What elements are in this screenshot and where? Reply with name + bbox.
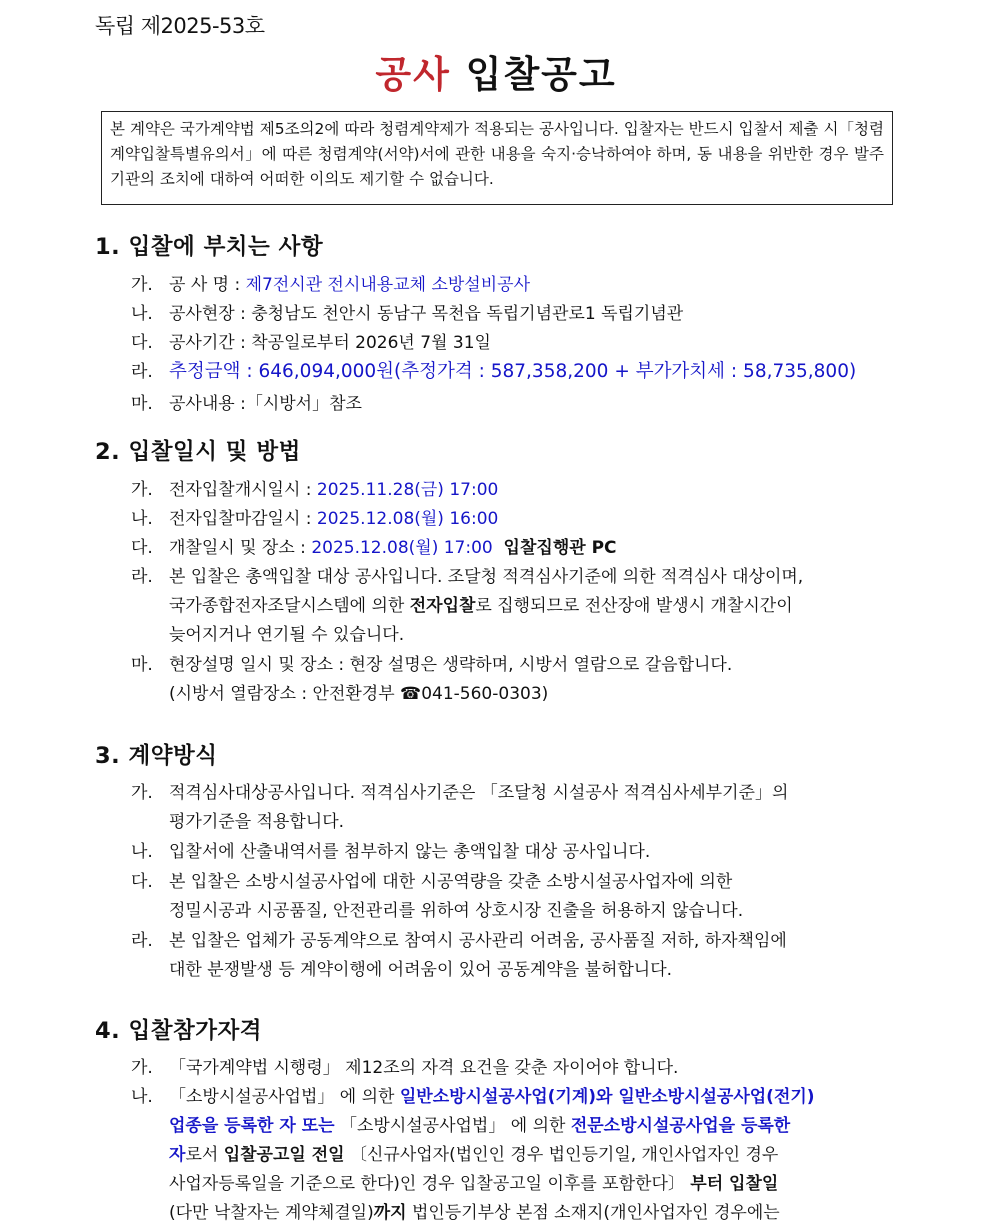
s4-na-line3	[169, 1140, 778, 1165]
s4-na-line2	[169, 1111, 790, 1136]
s3-da-line1: 본 입찰은 소방시설공사업에 대한 시공역량을 갖춘 소방시설공사업자에 의한	[169, 872, 733, 892]
document-number: 독립 제2025-53호	[95, 14, 265, 38]
text-span: 〔신규사업자(법인인 경우 법인등기일, 개인사업자인 경우	[349, 1145, 779, 1165]
general-fire-license-emphasis: 일반소방시설공사업(기계)와 일반소방시설공사업(전기)	[399, 1087, 815, 1107]
s4-item-na	[131, 1082, 815, 1107]
opening-label: 개찰일시 및 장소 :	[169, 538, 306, 558]
s3-item-na	[131, 837, 650, 862]
bid-start-label: 전자입찰개시일시 :	[169, 480, 312, 500]
title-part-bid-notice: 입찰공고	[465, 53, 617, 96]
item-marker: 나.	[131, 304, 153, 324]
s4-ga-line1: 「국가계약법 시행령」 제12조의 자격 요건을 갖춘 자이어야 합니다.	[169, 1058, 679, 1078]
s3-ra-line2: 대한 분쟁발생 등 계약이행에 어려움이 있어 공동계약을 불허합니다.	[169, 960, 673, 980]
text-span: 「소방시설공사업법」 에 의한	[339, 1116, 566, 1136]
s1-item-ra	[131, 357, 856, 383]
s3-item-da	[131, 867, 732, 892]
registered-emphasis: 업종을 등록한 자 또는	[169, 1116, 335, 1136]
project-name-value: 제7전시관 전시내용교체 소방설비공사	[245, 275, 530, 295]
page-title	[0, 44, 992, 98]
text-span: 로 집행되므로 전산장애 발생시 개찰시간이	[475, 596, 793, 616]
text-span: 법인등기부상 본점 소재지(개인사업자인 경우에는	[411, 1203, 780, 1223]
bid-start-value: 2025.11.28(금) 17:00	[316, 480, 499, 500]
section-4-heading: 4. 입찰참가자격	[95, 1018, 262, 1044]
item-marker: 라.	[131, 362, 153, 382]
s3-da-line2: 정밀시공과 시공품질, 안전관리를 위하여 상호시장 진출을 허용하지 않습니다.	[169, 901, 744, 921]
s2-item-ra	[131, 562, 803, 587]
item-marker: 라.	[131, 931, 153, 951]
specialized-fire-license-emphasis: 전문소방시설공사업을 등록한	[570, 1116, 791, 1136]
text-span: 자	[169, 1145, 186, 1165]
section-3-heading: 3. 계약방식	[95, 743, 218, 769]
s2-ra-line1: 본 입찰은 총액입찰 대상 공사입니다. 조달청 적격심사기준에 의한 적격심사 대상이며,	[169, 567, 804, 587]
text-span: 사업자등록일을 기준으로 한다)인 경우 입찰공고일 이후를 포함한다〕	[169, 1174, 685, 1194]
item-marker: 다.	[131, 333, 153, 353]
opening-place: 입찰집행관 PC	[503, 538, 617, 558]
s3-ra-line1: 본 입찰은 업체가 공동계약으로 참여시 공사관리 어려움, 공사품질 저하, 하자책임에	[169, 931, 787, 951]
s3-ga-line2: 평가기준을 적용합니다.	[169, 812, 345, 832]
section-1-heading: 1. 입찰에 부치는 사항	[95, 234, 324, 260]
s2-item-da	[131, 533, 617, 558]
text-span: 「소방시설공사업법」 에 의한	[169, 1087, 395, 1107]
item-marker: 나.	[131, 1087, 153, 1107]
item-marker: 나.	[131, 842, 153, 862]
item-marker: 마.	[131, 655, 153, 675]
opening-value: 2025.12.08(월) 17:00	[311, 538, 493, 558]
s3-ga-line1: 적격심사대상공사입니다. 적격심사기준은 「조달청 시설공사 적격심사세부기준」의	[169, 783, 789, 803]
item-marker: 마.	[131, 394, 153, 414]
integrity-contract-notice-box: 본 계약은 국가계약법 제5조의2에 따라 청렴계약제가 적용되는 공사입니다. 입찰자는 반드시 입찰서 제출 시「청렴계약입찰특별유의서」에 따른 청렴계약(서약)서에 관한 내용을 숙지·승낙하여야 하며, 동 내용을 위반한 경우 발주기관의 조치에 대하여 어떠한 이의도 제기할 수 없습니다.	[101, 111, 893, 205]
item-marker: 다.	[131, 538, 153, 558]
s1-item-na	[131, 299, 683, 324]
text-span: 국가종합전자조달시스템에 의한	[169, 596, 405, 616]
s4-na-line4	[169, 1169, 778, 1194]
scope-text: 공사내용 :「시방서」참조	[169, 394, 362, 414]
title-part-construction: 공사	[375, 53, 451, 96]
s2-ra-line3: 늦어지거나 연기될 수 있습니다.	[169, 625, 405, 645]
item-marker: 가.	[131, 1058, 153, 1078]
bid-close-value: 2025.12.08(월) 16:00	[316, 509, 499, 529]
item-marker: 다.	[131, 872, 153, 892]
section-2-heading: 2. 입찰일시 및 방법	[95, 439, 301, 465]
s4-na-line5	[169, 1198, 780, 1223]
project-name-label: 공 사 명 :	[169, 275, 241, 295]
s2-item-ga	[131, 475, 498, 500]
until-bid-day-emphasis: 부터 입찰일	[690, 1174, 779, 1194]
s2-ma-line2: (시방서 열람장소 : 안전환경부 ☎041-560-0303)	[169, 684, 549, 704]
item-marker: 나.	[131, 509, 153, 529]
text-span: 까지	[373, 1203, 407, 1223]
item-marker: 라.	[131, 567, 153, 587]
s1-item-ga	[131, 270, 530, 295]
s1-item-ma	[131, 389, 362, 414]
s2-item-ma	[131, 650, 732, 675]
s3-na-line1: 입찰서에 산출내역서를 첨부하지 않는 총액입찰 대상 공사입니다.	[169, 842, 651, 862]
item-marker: 가.	[131, 480, 153, 500]
text-span: 로서	[185, 1145, 219, 1165]
s2-ra-line2	[169, 591, 793, 616]
bid-close-label: 전자입찰마감일시 :	[169, 509, 312, 529]
s3-item-ra	[131, 926, 787, 951]
text-span: (다만 낙찰자는 계약체결일)	[169, 1203, 374, 1223]
period-text: 공사기간 : 착공일로부터 2026년 7월 31일	[169, 333, 491, 353]
item-marker: 가.	[131, 275, 153, 295]
e-bid-emphasis: 전자입찰	[409, 596, 476, 616]
s2-item-na	[131, 504, 498, 529]
item-marker: 가.	[131, 783, 153, 803]
s1-item-da	[131, 328, 491, 353]
s3-item-ga	[131, 778, 788, 803]
s4-item-ga	[131, 1053, 678, 1078]
estimated-amount: 추정금액 : 646,094,000원(추정가격 : 587,358,200 + 부가가치세 : 58,735,800)	[169, 361, 857, 382]
site-text: 공사현장 : 충청남도 천안시 동남구 목천읍 독립기념관로1 독립기념관	[169, 304, 684, 324]
notice-prior-day-emphasis: 입찰공고일 전일	[223, 1145, 345, 1165]
s2-ma-line1: 현장설명 일시 및 장소 : 현장 설명은 생략하며, 시방서 열람으로 갈음합니다.	[169, 655, 733, 675]
